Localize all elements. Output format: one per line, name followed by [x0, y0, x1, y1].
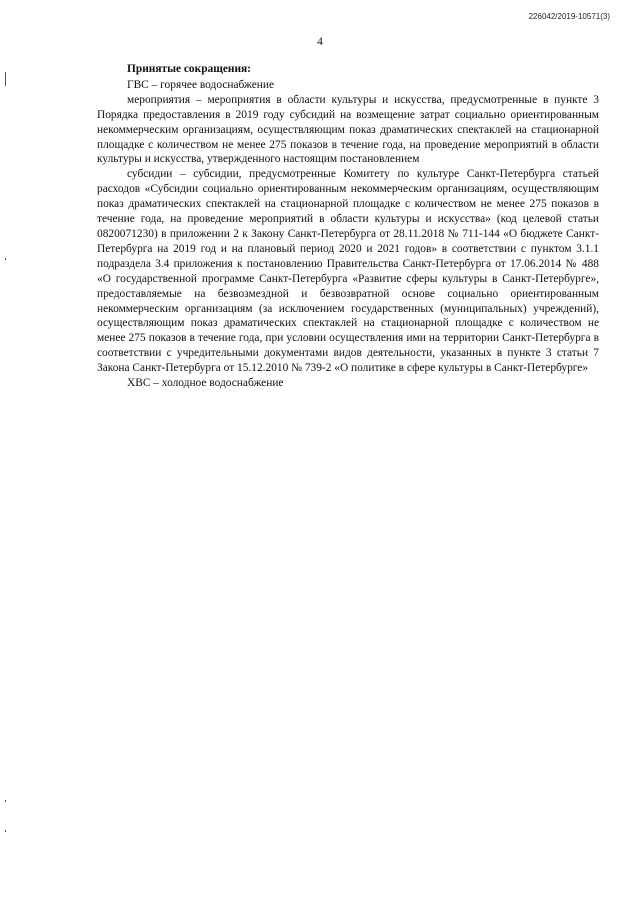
abbreviation-entry-meropriyatiya: мероприятия – мероприятия в области культуры и искусства, предусмотренные в пункте 3 Порядка предоставления в 2019 году субсидий на возмещение затрат социально ориентированным некоммерческим организациям, осуществляющим показ драматических спектаклей на стационарной площадке с количеством не менее 275 показов в течение года, на проведение мероприятий в области культуры и искусства, утвержденного настоящим постановлением — [97, 93, 599, 166]
abbreviation-entry-hvs: ХВС – холодное водоснабжение — [127, 377, 284, 390]
scan-margin-mark — [5, 830, 6, 832]
abbreviation-entry-gvs: ГВС – горячее водоснабжение — [127, 78, 275, 91]
section-title: Принятые сокращения: — [127, 63, 251, 75]
scan-margin-mark — [5, 72, 6, 86]
scan-margin-mark — [5, 800, 6, 802]
page-number: 4 — [317, 36, 323, 48]
abbreviation-entry-subsidii: субсидии – субсидии, предусмотренные Комитету по культуре Санкт-Петербурга статьей расходов «Субсидии социально ориентированным некоммерческим организациям, осуществляющим показ драматических спектаклей на стационарной площадке с количеством не менее 275 показов в течение года, на проведение мероприятий в области культуры и искусства» (код целевой статьи 0820071230) в приложении 2 к Закону Санкт-Петербурга от 28.11.2018 № 711-144 «О бюджете Санкт-Петербурга на 2019 год и на плановый период 2020 и 2021 годов» в соответствии с пунктом 3.1.1 подраздела 3.4 приложения к постановлению Правительства Санкт-Петербурга от 17.06.2014 № 488 «О государственной программе Санкт-Петербурга «Развитие сферы культуры в Санкт-Петербурге», предоставляемые на безвозмездной и безвозвратной основе социально ориентированным некоммерческим организациям (за исключением государственных (муниципальных) учреждений), осуществляющим показ драматических спектаклей на стационарной площадке с количеством не менее 275 показов в течение года, при условии осуществления ими на территории Санкт-Петербурга в соответствии с учредительными документами видов деятельности, указанных в пункте 3 статьи 7 Закона Санкт-Петербурга от 15.12.2010 № 739-2 «О политике в сфере культуры в Санкт-Петербурге» — [97, 168, 599, 375]
abbreviations-section — [97, 62, 599, 391]
document-number: 226042/2019-10571(3) — [528, 12, 610, 21]
scan-margin-mark — [5, 258, 6, 260]
